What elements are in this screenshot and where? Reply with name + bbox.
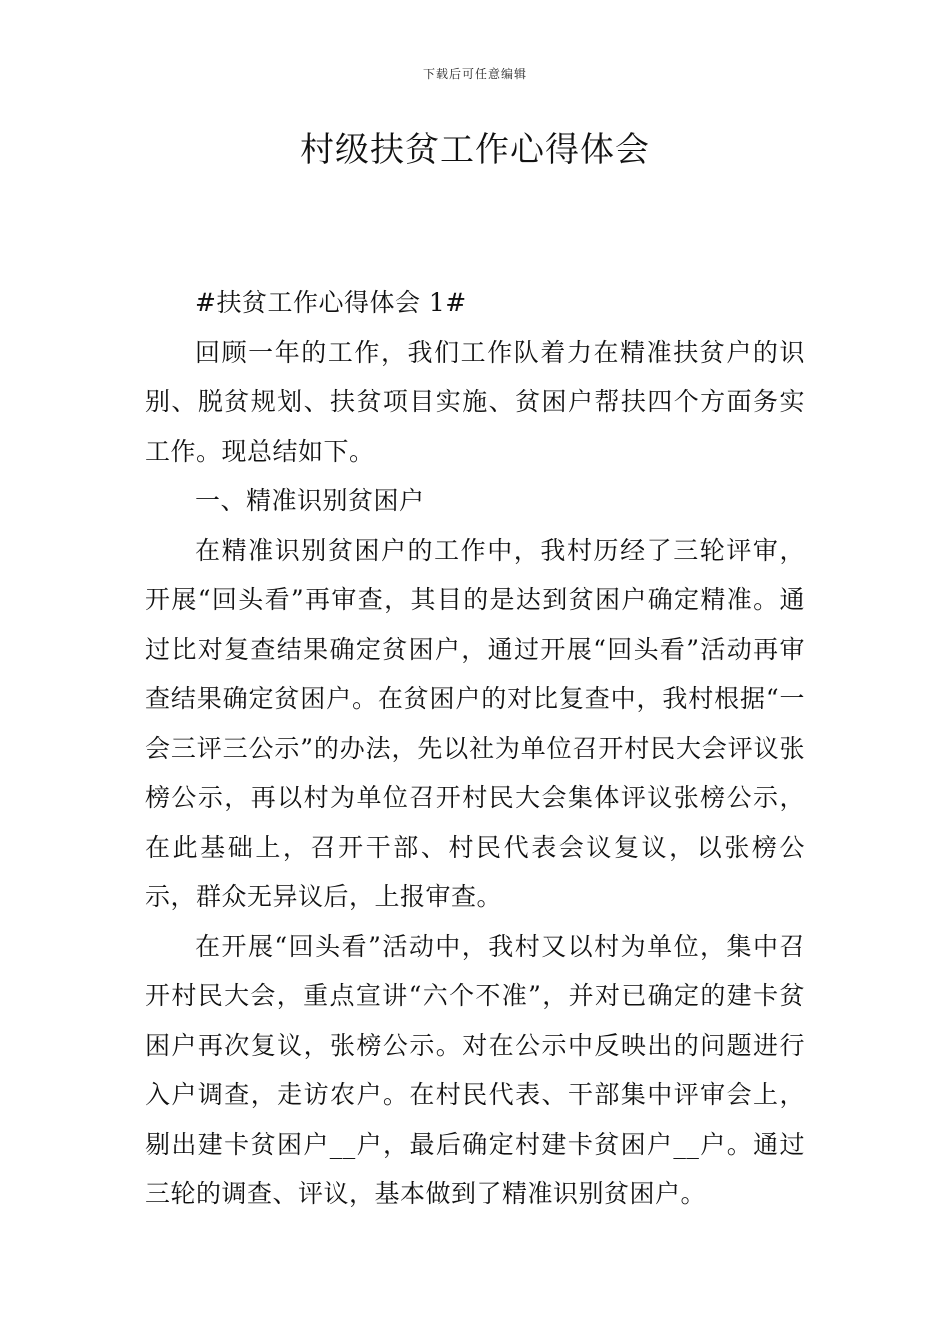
document-title: 村级扶贫工作心得体会 [300,130,650,170]
document-body [145,278,805,1219]
section-marker: #扶贫工作心得体会 1# [195,288,467,317]
intro-paragraph: 回顾一年的工作，我们工作队着力在精准扶贫户的识别、脱贫规划、扶贫项目实施、贫困户帮扶四个方面务实工作。现总结如下。 [145,337,805,466]
body-paragraph: 在开展“回头看”活动中，我村又以村为单位，集中召开村民大会，重点宣讲“六个不准”，并对已确定的建卡贫困户再次复议，张榜公示。对在公示中反映出的问题进行入户调查，走访农户。在村民代表、干部集中评审会上，剔出建卡贫困户__户，最后确定村建卡贫困户__户。通过三轮的调查、评议，基本做到了精准识别贫困户。 [145,931,805,1208]
section-heading: 一、精准识别贫困户 [195,486,425,515]
header-note: 下载后可任意编辑 [422,67,527,81]
body-paragraph: 在精准识别贫困户的工作中，我村历经了三轮评审，开展“回头看”再审查，其目的是达到贫困户确定精准。通过比对复查结果确定贫困户，通过开展“回头看”活动再审查结果确定贫困户。在贫困户的对比复查中，我村根据“一会三评三公示”的办法，先以社为单位召开村民大会评议张榜公示，再以村为单位召开村民大会集体评议张榜公示，在此基础上，召开干部、村民代表会议复议，以张榜公示，群众无异议后，上报审查。 [145,535,805,911]
